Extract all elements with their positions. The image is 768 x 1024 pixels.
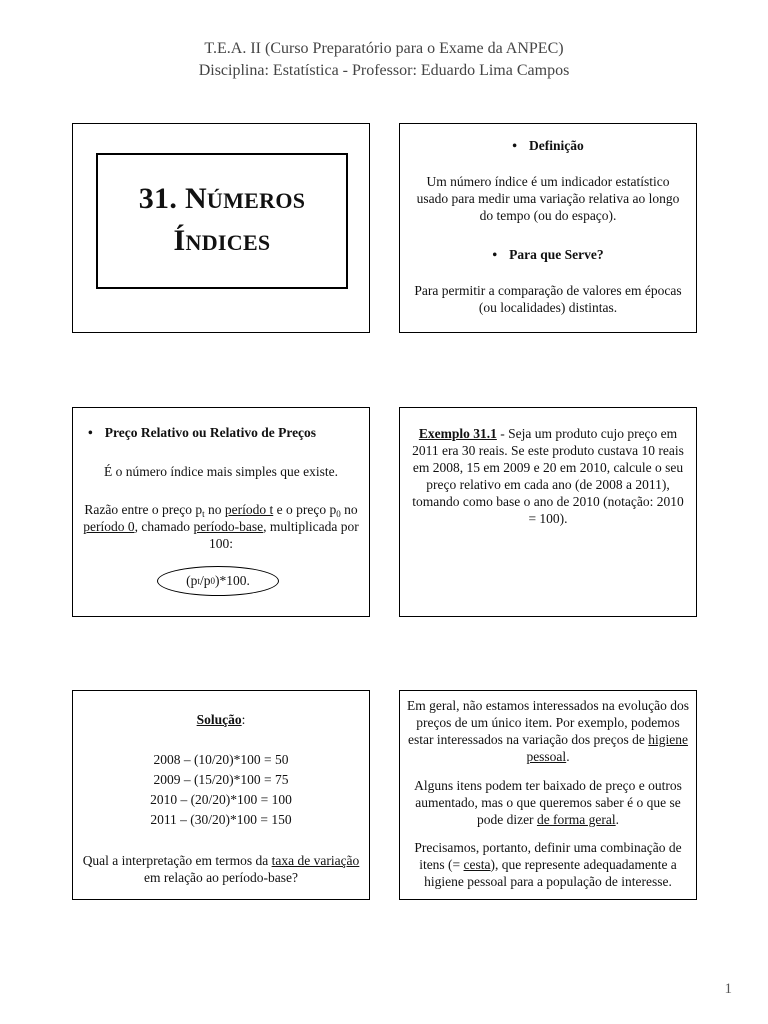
page-number: 1 <box>724 981 732 997</box>
bullet-preco-relativo-label: Preço Relativo ou Relativo de Preços <box>104 425 317 440</box>
title-word-1-rest: ÚMEROS <box>206 188 306 213</box>
interpretation-question: Qual a interpretação em termos da taxa de variação em relação ao período-base? <box>82 853 360 885</box>
slide-definicao <box>399 123 697 333</box>
definicao-text: Um número índice é um indicador estatístico usado para medir uma variação relativa ao longo do tempo (ou do espaço). <box>416 174 680 223</box>
bullet-para-que-serve: • Para que Serve? <box>492 247 604 262</box>
title-box <box>96 153 348 289</box>
header-line-1: T.E.A. II (Curso Preparatório para o Exame da ANPEC) <box>204 40 564 57</box>
exemplo-label: Exemplo 31.1 <box>418 426 497 441</box>
slide-solucao <box>72 690 370 900</box>
solution-line: 2009 – (15/20)*100 = 75 <box>153 772 289 787</box>
formula-ellipse: (p t /p 0 )*100. <box>157 566 279 596</box>
slide-title <box>72 123 370 333</box>
exemplo-body: - Seja um produto cujo preço em 2011 era 30 reais. Se este produto custava 10 reais em 2008, 15 em 2009 e 20 em 2010, calcule o seu preço relativo em cada ano (de 2008 a 2011), tomando como base o ano de 2010 (notação: 2010 = 100). <box>412 426 684 526</box>
title-line-2 <box>174 221 271 263</box>
solution-line: 2011 – (30/20)*100 = 150 <box>150 812 292 827</box>
preco-relativo-intro: É o número índice mais simples que existe. <box>104 464 338 479</box>
bullet-definicao: • Definição <box>512 138 584 153</box>
title-word-2-initial: Í <box>173 224 186 257</box>
title-number: 31. <box>138 182 178 215</box>
title-word-1-initial: N <box>184 182 207 215</box>
header-line-2: Disciplina: Estatística - Professor: Eduardo Lima Campos <box>198 62 570 79</box>
slide-cesta <box>399 690 697 900</box>
slide-exemplo <box>399 407 697 617</box>
cesta-paragraph-1: Em geral, não estamos interessados na evolução dos preços de um único item. Por exemplo, podemos estar interessados na variação dos preços de higiene pessoal. <box>407 698 689 764</box>
slide-preco-relativo <box>72 407 370 617</box>
bullet-para-que-serve-label: Para que Serve? <box>509 247 604 262</box>
title-word-2-rest: NDICES <box>185 230 271 255</box>
solucao-heading: Solução: <box>196 712 246 727</box>
solution-line: 2008 – (10/20)*100 = 50 <box>153 752 289 767</box>
bullet-preco-relativo: • Preço Relativo ou Relativo de Preços <box>88 425 317 440</box>
title-line-1 <box>139 179 306 221</box>
preco-relativo-razao: Razão entre o preço $p_t$ no período t e o preço $p_0$ no período 0, chamado período-base, multiplicada por 100: <box>83 502 359 551</box>
cesta-paragraph-3: Precisamos, portanto, definir uma combinação de itens (= cesta), que represente adequadamente a higiene pessoal para a população de interesse. <box>414 840 682 889</box>
cesta-paragraph-2: Alguns itens podem ter baixado de preço e outros aumentado, mas o que queremos saber é o que se pode dizer de forma geral. <box>414 778 682 827</box>
solution-line: 2010 – (20/20)*100 = 100 <box>150 792 292 807</box>
exemplo-text <box>408 425 688 527</box>
bullet-definicao-label: Definição <box>528 138 584 153</box>
para-que-serve-text: Para permitir a comparação de valores em épocas (ou localidades) distintas. <box>414 283 682 315</box>
